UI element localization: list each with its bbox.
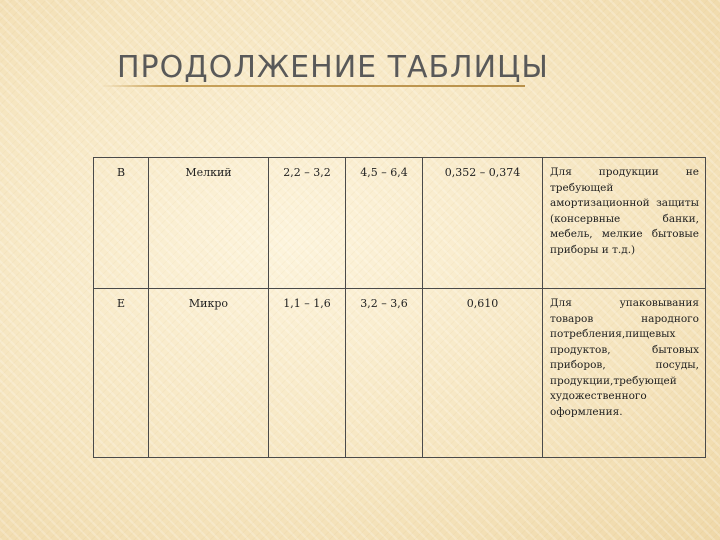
cell-range-2: 3,2 – 3,6 [346,289,423,458]
table-row [94,289,706,458]
cell-range-3: 0,352 – 0,374 [423,158,543,289]
slide-title: ПРОДОЛЖЕНИЕ ТАБЛИЦЫ [117,50,549,85]
cell-code: Е [94,289,149,458]
cell-description: Для упаковывания товаров народного потребления,пищевых продуктов, бытовых приборов, посуды, продукции,требующей художественного оформления. [543,289,706,458]
cell-range-1: 1,1 – 1,6 [269,289,346,458]
data-table [93,157,706,458]
title-underline [100,85,525,87]
cell-code: В [94,158,149,289]
table-row [94,158,706,289]
cell-range-2: 4,5 – 6,4 [346,158,423,289]
cell-range-3: 0,610 [423,289,543,458]
cell-description: Для продукции не требующей амортизационной защиты (консервные банки, мебель, мелкие бытовые приборы и т.д.) [543,158,706,289]
cell-category: Мелкий [149,158,269,289]
cell-category: Микро [149,289,269,458]
cell-range-1: 2,2 – 3,2 [269,158,346,289]
